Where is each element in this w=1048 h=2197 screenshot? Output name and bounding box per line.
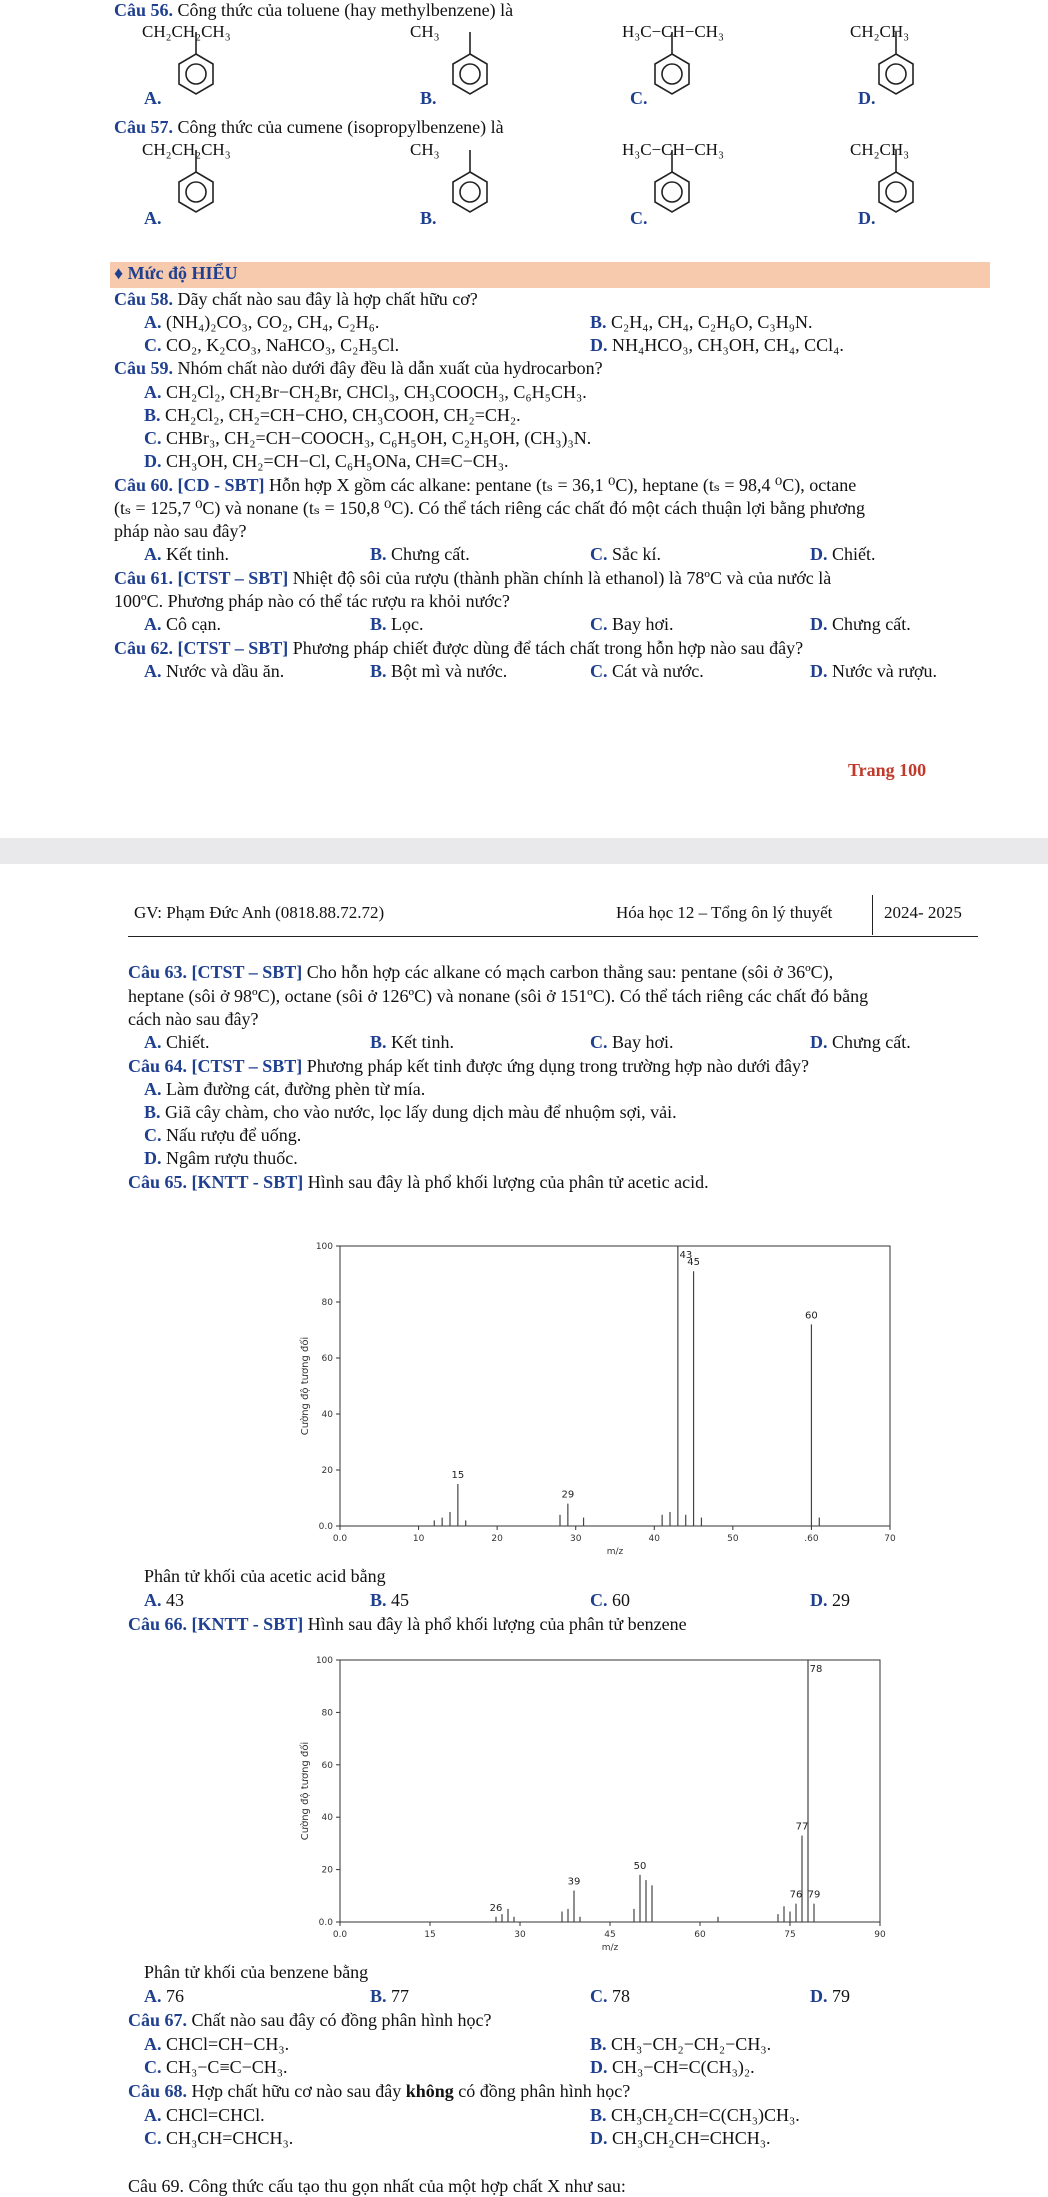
- header-subject: Hóa học 12 – Tổng ôn lý thuyết: [616, 903, 833, 922]
- question-69-partial: Câu 69. Công thức cấu tạo thu gọn nhất của một hợp chất X như sau:: [128, 2176, 626, 2196]
- header-divider: [872, 895, 873, 935]
- option-d: D.: [858, 208, 876, 228]
- option-b: B. Chưng cất.: [370, 544, 470, 564]
- question-65: Câu 65. [KNTT - SBT] Hình sau đây là phổ khối lượng của phân tử acetic acid.: [128, 1172, 709, 1192]
- structure-toluene: CH₃: [410, 22, 440, 41]
- option-b: B. 77: [370, 1986, 410, 2006]
- option-a: A.: [144, 208, 162, 228]
- question-60: Câu 60. [CD - SBT] Hỗn hợp X gồm các alkane: pentane (tₛ = 36,1 ⁰C), heptane (tₛ = 98,4 ⁰C), octane: [114, 475, 857, 495]
- x-tick-label: 40: [648, 1534, 661, 1544]
- x-axis-label: m/z: [606, 1547, 624, 1557]
- peak-label: 39: [567, 1876, 581, 1888]
- x-tick-label: 0.0: [332, 1534, 348, 1544]
- chart-acetic-acid-svg: [280, 1238, 1000, 1568]
- option-d: D. Ngâm rượu thuốc.: [144, 1148, 298, 1168]
- y-tick-label: 20: [321, 1466, 333, 1476]
- x-tick-label: 60: [694, 1930, 706, 1940]
- question-57: Câu 57. Công thức của cumene (isopropylbenzene) là: [114, 117, 504, 137]
- question-68: Câu 68. Hợp chất hữu cơ nào sau đây không có đồng phân hình học?: [128, 2081, 631, 2101]
- x-tick-label: 15: [424, 1930, 436, 1940]
- option-c: C. Sắc kí.: [590, 544, 661, 564]
- option-c: C. CH₃CH=CHCH₃.: [144, 2128, 294, 2148]
- x-tick-label: 50: [727, 1534, 739, 1544]
- y-tick-label: 60: [321, 1354, 333, 1364]
- y-tick-label: 100: [315, 1242, 333, 1252]
- option-b: B. Lọc.: [370, 614, 424, 634]
- structure-toluene: CH₃: [410, 140, 440, 159]
- question-65-followup: Phân tử khối của acetic acid bằng: [144, 1566, 386, 1586]
- x-tick-label: 30: [569, 1534, 582, 1544]
- structure-cumene: H₃C−CH−CH₃: [622, 140, 724, 159]
- option-d: D. CH₃CH₂CH=CHCH₃.: [590, 2128, 771, 2148]
- y-tick-label: 0.0: [318, 1918, 333, 1928]
- mass-spectrum-acetic-acid: [280, 1238, 1000, 1568]
- option-c: C.: [630, 88, 648, 108]
- option-b: B. Giã cây chàm, cho vào nước, lọc lấy dung dịch màu để nhuộm sợi, vải.: [144, 1102, 677, 1122]
- peak-label: 26: [489, 1902, 503, 1914]
- question-63-line3: cách nào sau đây?: [128, 1009, 259, 1029]
- option-c: C. Bay hơi.: [590, 614, 674, 634]
- chart-benzene-svg: [280, 1652, 980, 1952]
- peak-label: 45: [687, 1257, 700, 1269]
- option-d: D. Chưng cất.: [810, 1032, 911, 1052]
- question-64: Câu 64. [CTST – SBT] Phương pháp kết tinh được ứng dụng trong trường hợp nào dưới đây?: [128, 1056, 810, 1076]
- x-tick-label: .60: [804, 1534, 819, 1544]
- peak-label: 50: [633, 1860, 647, 1872]
- option-b: B. CH₂Cl₂, CH₂=CH−CHO, CH₃COOH, CH₂=CH₂.: [144, 405, 521, 425]
- structure-cumene: H₃C−CH−CH₃: [622, 22, 724, 41]
- x-axis-label: m/z: [601, 1943, 619, 1952]
- structure-propylbenzene: CH₂CH₂CH₃: [142, 140, 231, 159]
- option-a: A. 43: [144, 1590, 184, 1610]
- option-a: A. CHCl=CH−CH₃.: [144, 2034, 290, 2054]
- option-c: C.: [630, 208, 648, 228]
- x-tick-label: 0.0: [332, 1930, 348, 1940]
- y-tick-label: 40: [321, 1813, 333, 1824]
- question-61: Câu 61. [CTST – SBT] Nhiệt độ sôi của rượu (thành phần chính là ethanol) là 78ºC và của nước là: [114, 568, 832, 588]
- option-d: D. Chiết.: [810, 544, 876, 564]
- question-66: Câu 66. [KNTT - SBT] Hình sau đây là phổ khối lượng của phân tử benzene: [128, 1614, 687, 1634]
- page-separator: [0, 838, 1048, 864]
- option-d: D. CH₃OH, CH₂=CH−Cl, C₆H₅ONa, CH≡C−CH₃.: [144, 451, 509, 471]
- peak-label: 43: [679, 1250, 693, 1261]
- question-63: Câu 63. [CTST – SBT] Cho hỗn hợp các alkane có mạch carbon thẳng sau: pentane (sôi ở 36ºC),: [128, 962, 834, 982]
- structure-propylbenzene: CH₂CH₂CH₃: [142, 22, 231, 41]
- section-title: ♦ Mức độ HIỂU: [114, 263, 238, 283]
- peak-label: 79: [807, 1889, 821, 1901]
- option-d: D. 29: [810, 1590, 850, 1610]
- y-tick-label: 60: [321, 1760, 333, 1771]
- option-c: C. Nấu rượu để uống.: [144, 1125, 302, 1145]
- x-tick-label: 45: [604, 1930, 616, 1940]
- x-tick-label: 10: [412, 1534, 425, 1544]
- question-56: Câu 56. Công thức của toluene (hay methylbenzene) là: [114, 0, 514, 20]
- question-60-line3: pháp nào sau đây?: [114, 521, 247, 541]
- option-a: A. Kết tinh.: [144, 544, 229, 564]
- option-d: D. Chưng cất.: [810, 614, 911, 634]
- option-c: C. CH₃−C≡C−CH₃.: [144, 2057, 288, 2077]
- option-b: B.: [420, 88, 437, 108]
- option-a: A. Làm đường cát, đường phèn từ mía.: [144, 1079, 426, 1099]
- question-63-line2: heptane (sôi ở 98ºC), octane (sôi ở 126ºC) và nonane (sôi ở 151ºC). Có thể tách riêng các chất đó bằng: [128, 986, 869, 1006]
- option-d: D.: [858, 88, 876, 108]
- question-61-line2: 100ºC. Phương pháp nào có thể tác rượu ra khỏi nước?: [114, 591, 510, 611]
- option-a: A.: [144, 88, 162, 108]
- y-tick-label: 20: [321, 1865, 333, 1876]
- peak-label: 76: [789, 1889, 803, 1901]
- page-100: [0, 0, 1048, 838]
- peak-label: 29: [561, 1489, 575, 1501]
- plot-frame: [340, 1246, 890, 1526]
- y-tick-label: 80: [321, 1708, 333, 1719]
- option-a: A. CH₂Cl₂, CH₂Br−CH₂Br, CHCl₃, CH₃COOCH₃, C₆H₅CH₃.: [144, 382, 587, 402]
- header-year: 2024- 2025: [884, 903, 962, 922]
- x-tick-label: 75: [784, 1930, 796, 1940]
- mass-spectrum-benzene: [280, 1652, 980, 1952]
- option-d: D. 79: [810, 1986, 850, 2006]
- x-tick-label: 90: [874, 1930, 886, 1940]
- option-a: A. Nước và dầu ăn.: [144, 661, 285, 681]
- option-b: B. CH₃CH₂CH=C(CH₃)CH₃.: [590, 2105, 800, 2125]
- option-c: C. CO₂, K₂CO₃, NaHCO₃, C₂H₅Cl.: [144, 335, 400, 355]
- y-tick-label: 0.0: [318, 1522, 333, 1532]
- option-b: B. 45: [370, 1590, 410, 1610]
- option-d: D. CH₃−CH=C(CH₃)₂.: [590, 2057, 755, 2077]
- option-b: B. Kết tinh.: [370, 1032, 455, 1052]
- question-60-line2: (tₛ = 125,7 ⁰C) và nonane (tₛ = 150,8 ⁰C). Có thể tách riêng các chất đó một cách thuận lợi bằng phương: [114, 498, 865, 518]
- question-62: Câu 62. [CTST – SBT] Phương pháp chiết được dùng để tách chất trong hỗn hợp nào sau đây?: [114, 638, 804, 658]
- y-tick-label: 80: [321, 1298, 333, 1308]
- question-58: Câu 58. Dãy chất nào sau đây là hợp chất hữu cơ?: [114, 289, 478, 309]
- peak-label: 78: [809, 1664, 823, 1675]
- section-bar: [110, 262, 990, 288]
- x-tick-label: 70: [884, 1534, 896, 1544]
- x-tick-label: 30: [514, 1930, 526, 1940]
- y-axis-label: Cường độ tương đối: [300, 1741, 311, 1841]
- page-number: Trang 100: [848, 760, 927, 780]
- question-67: Câu 67. Chất nào sau đây có đồng phân hình học?: [128, 2010, 492, 2030]
- x-tick-label: 20: [491, 1534, 503, 1544]
- option-b: B. CH₃−CH₂−CH₂−CH₃.: [590, 2034, 772, 2054]
- plot-frame: [340, 1660, 880, 1922]
- option-c: C. Bay hơi.: [590, 1032, 674, 1052]
- structure-ethylbenzene: CH₂CH₃: [850, 22, 910, 41]
- y-axis-label: Cường độ tương đối: [300, 1336, 311, 1436]
- option-c: C. Cát và nước.: [590, 661, 704, 681]
- peak-label: 15: [451, 1470, 465, 1481]
- option-d: D. Nước và rượu.: [810, 661, 938, 681]
- option-c: C. CHBr₃, CH₂=CH−COOCH₃, C₆H₅OH, C₂H₅OH, (CH₃)₃N.: [144, 428, 592, 448]
- option-a: A. Cô cạn.: [144, 614, 221, 634]
- option-c: C. 78: [590, 1986, 630, 2006]
- question-59: Câu 59. Nhóm chất nào dưới đây đều là dẫn xuất của hydrocarbon?: [114, 358, 603, 378]
- header-teacher: GV: Phạm Đức Anh (0818.88.72.72): [134, 903, 385, 922]
- header-rule: [128, 936, 978, 937]
- y-tick-label: 100: [315, 1656, 333, 1666]
- option-b: B. Bột mì và nước.: [370, 661, 508, 681]
- peak-label: 77: [795, 1821, 809, 1833]
- structure-ethylbenzene: CH₂CH₃: [850, 140, 910, 159]
- option-a: A. CHCl=CHCl.: [144, 2105, 265, 2125]
- option-a: A. 76: [144, 1986, 184, 2006]
- option-c: C. 60: [590, 1590, 630, 1610]
- option-d: D. NH₄HCO₃, CH₃OH, CH₄, CCl₄.: [590, 335, 844, 355]
- option-b: B. C₂H₄, CH₄, C₂H₆O, C₃H₉N.: [590, 312, 813, 332]
- option-a: A. (NH₄)₂CO₃, CO₂, CH₄, C₂H₆.: [144, 312, 380, 332]
- question-66-followup: Phân tử khối của benzene bằng: [144, 1962, 369, 1982]
- option-b: B.: [420, 208, 437, 228]
- option-a: A. Chiết.: [144, 1032, 210, 1052]
- peak-label: 60: [805, 1310, 818, 1322]
- y-tick-label: 40: [321, 1410, 333, 1420]
